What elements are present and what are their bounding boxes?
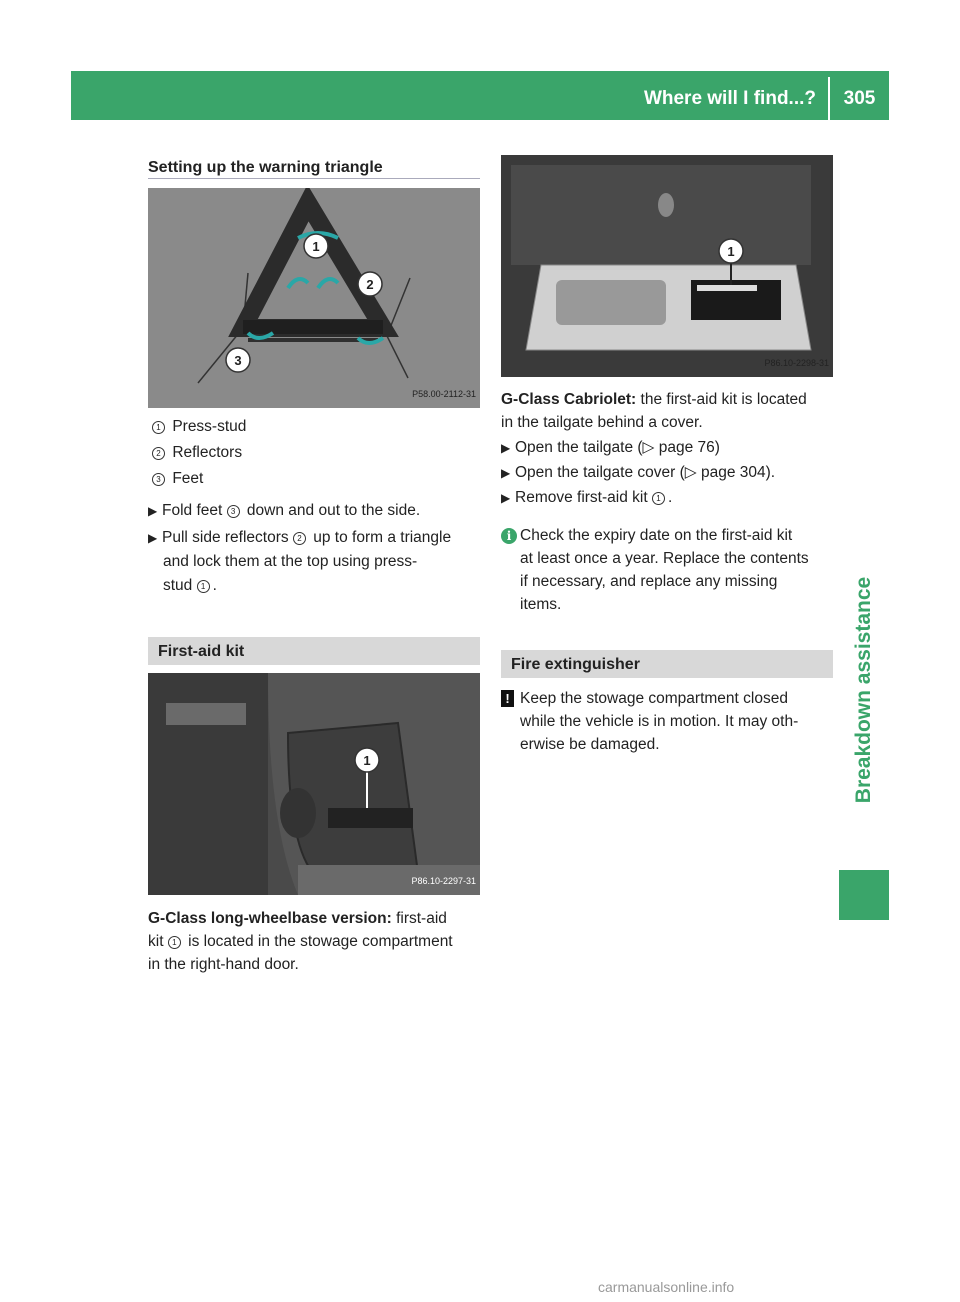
legend-item: 3 Feet xyxy=(152,468,203,490)
section-title: Where will I find...? xyxy=(643,88,816,109)
sidebar-marker xyxy=(839,870,889,920)
step-open-cover: ▶ Open the tailgate cover (▷ page 304). xyxy=(501,464,776,481)
watermark: carmanualsonline.info xyxy=(598,1279,735,1295)
svg-text:1: 1 xyxy=(727,244,735,259)
step-text-line: and lock them at the top using press- xyxy=(163,553,418,570)
step-pull-reflectors: ▶ Pull side reflectors 2 up to form a triangle xyxy=(148,529,452,546)
lwb-text: in the right-hand door. xyxy=(148,956,299,973)
warning-triangle-illustration xyxy=(148,188,480,408)
cabriolet-text: G-Class Cabriolet: the first-aid kit is located xyxy=(501,391,807,408)
warning-text: erwise be damaged. xyxy=(520,736,660,753)
warning-text: while the vehicle is in motion. It may oth- xyxy=(520,713,799,730)
info-note xyxy=(501,525,517,547)
warning-text: Keep the stowage compartment closed xyxy=(520,690,788,707)
lwb-text: kit 1 is located in the stowage compartment xyxy=(148,933,453,950)
svg-text:2: 2 xyxy=(366,277,374,292)
heading-rule xyxy=(148,178,480,179)
info-text: if necessary, and replace any missing xyxy=(520,573,778,590)
info-text: at least once a year. Replace the contents xyxy=(520,550,809,567)
tailgate-image xyxy=(501,155,833,377)
legend-item: 1 Press-stud xyxy=(152,416,246,438)
warning-note xyxy=(501,688,514,710)
image-code: P86.10-2297-31 xyxy=(411,876,476,886)
svg-text:1: 1 xyxy=(363,753,371,768)
tailgate-illustration xyxy=(501,155,833,377)
svg-text:3: 3 xyxy=(234,353,242,368)
step-text-line: stud 1 . xyxy=(163,577,217,594)
svg-text:1: 1 xyxy=(312,239,320,254)
door-stowage-image xyxy=(148,673,480,895)
door-stowage-illustration xyxy=(148,673,480,895)
info-text: items. xyxy=(520,596,562,613)
page-number: 305 xyxy=(843,88,876,109)
warning-icon: ! xyxy=(501,690,514,707)
warning-triangle-heading: Setting up the warning triangle xyxy=(148,159,383,176)
fire-extinguisher-heading: Fire extinguisher xyxy=(501,650,833,678)
sidebar-tab xyxy=(839,120,889,1210)
step-fold-feet: ▶ Fold feet 3 down and out to the side. xyxy=(148,502,421,519)
sidebar-label: Breakdown assistance xyxy=(852,576,875,804)
step-open-tailgate: ▶ Open the tailgate (▷ page 76) xyxy=(501,439,720,456)
header-bar xyxy=(71,71,889,120)
step-remove-kit: ▶ Remove first-aid kit 1 . xyxy=(501,489,673,506)
first-aid-heading: First-aid kit xyxy=(148,637,480,665)
cabriolet-text: in the tailgate behind a cover. xyxy=(501,414,703,431)
warning-triangle-image xyxy=(148,188,480,408)
info-icon: i xyxy=(501,528,517,544)
image-code: P58.00-2112-31 xyxy=(412,389,476,399)
info-text: Check the expiry date on the first-aid kit xyxy=(520,527,793,544)
image-code: P86.10-2298-31 xyxy=(764,358,829,368)
lwb-text: G-Class long-wheelbase version: first-aid xyxy=(148,910,447,927)
legend-item: 2 Reflectors xyxy=(152,442,242,464)
